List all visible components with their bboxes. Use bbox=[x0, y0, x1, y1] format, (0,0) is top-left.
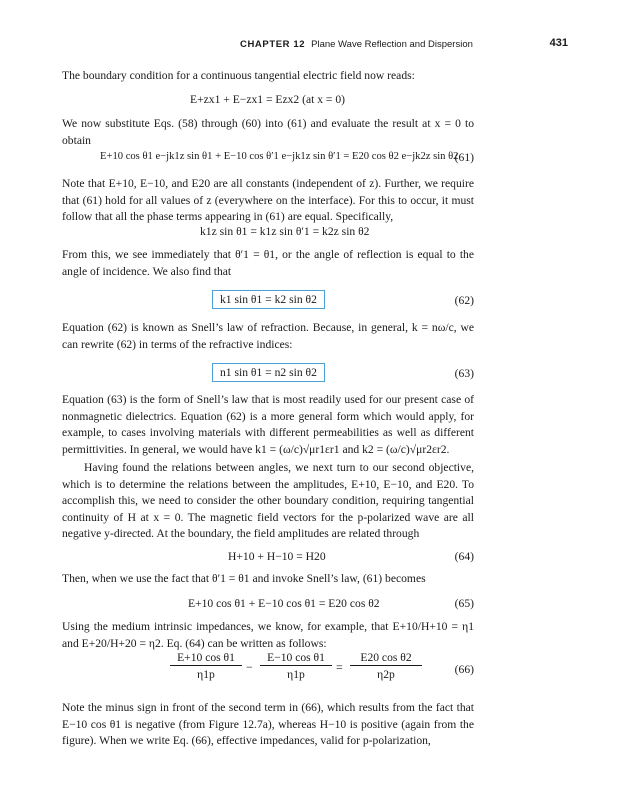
running-header bbox=[60, 37, 568, 53]
paragraph-7: Having found the relations between angles, we next turn to our second objective, which is to determine the relations between the amplitudes, E+10, E−10, and E20. To accomplish this, we need to consider the other boundary condition, requiring tangential continuity of H at x = 0. The magnetic field vectors for the p-polarized wave are all negative y-directed. At the boundary, the field amplitudes are related through bbox=[62, 461, 474, 541]
equation-66 bbox=[170, 651, 430, 691]
equation-65: E+10 cos θ1 + E−10 cos θ1 = E20 cos θ2 bbox=[188, 597, 380, 610]
eq66-term-2 bbox=[260, 651, 332, 681]
chapter-label: CHAPTER 12 bbox=[240, 39, 306, 50]
eq66-term-1-numerator: E+10 cos θ1 bbox=[170, 651, 242, 666]
eq66-term-2-denominator: η1p bbox=[287, 668, 305, 681]
paragraph-4: From this, we see immediately that θ′1 = θ1, or the angle of reflection is equal to the angle of incidence. We also find that bbox=[62, 248, 474, 278]
paragraph-2: We now substitute Eqs. (58) through (60) into (61) and evaluate the result at x = 0 to obtain bbox=[62, 117, 474, 147]
equation-phase-terms: k1z sin θ1 = k1z sin θ′1 = k2z sin θ2 bbox=[200, 225, 370, 238]
equation-62-box: k1 sin θ1 = k2 sin θ2 bbox=[212, 290, 325, 309]
eq66-minus: − bbox=[246, 660, 253, 674]
equation-number-65: (65) bbox=[454, 597, 474, 610]
equation-number-66: (66) bbox=[454, 663, 474, 676]
paragraph-1: The boundary condition for a continuous tangential electric field now reads: bbox=[62, 69, 415, 82]
equation-number-61: (61) bbox=[454, 151, 474, 164]
paragraph-10: Note the minus sign in front of the second term in (66), which results from the fact that E−10 cos θ1 is negative (from Figure 12.7a), whereas H−10 is positive (again from the figure). When we write Eq. (66), effective impedances, valid for p-polarization, bbox=[62, 701, 474, 748]
eq66-term-1-denominator: η1p bbox=[197, 668, 215, 681]
page-number: 431 bbox=[549, 37, 568, 49]
equation-64: H+10 + H−10 = H20 bbox=[228, 550, 326, 563]
chapter-title: Plane Wave Reflection and Dispersion bbox=[311, 39, 473, 50]
equation-63-box: n1 sin θ1 = n2 sin θ2 bbox=[212, 363, 325, 382]
eq66-equals: = bbox=[336, 660, 343, 674]
equation-number-62: (62) bbox=[454, 294, 474, 307]
paragraph-6: Equation (63) is the form of Snell’s law that is most readily used for our present case of nonmagnetic dielectrics. Equation (62) is a more general form which would apply, for example, to cases involving materials with different permeabilities as well as different permittivities. In general, we would have k1 = (ω/c)√μr1εr1 and k2 = (ω/c)√μr2εr2. bbox=[62, 393, 474, 456]
eq66-term-3-denominator: η2p bbox=[377, 668, 395, 681]
paragraph-9: Using the medium intrinsic impedances, we know, for example, that E+10/H+10 = η1 and E+20/H+20 = η2. Eq. (64) can be written as follows: bbox=[62, 620, 474, 650]
chapter-heading bbox=[240, 39, 473, 50]
eq66-term-1 bbox=[170, 651, 242, 681]
paragraph-8: Then, when we use the fact that θ′1 = θ1 and invoke Snell’s law, (61) becomes bbox=[62, 572, 426, 585]
paragraph-5: Equation (62) is known as Snell’s law of refraction. Because, in general, k = nω/c, we can rewrite (62) in terms of the refractive indices: bbox=[62, 321, 474, 351]
eq66-term-2-numerator: E−10 cos θ1 bbox=[260, 651, 332, 666]
paragraph-3: Note that E+10, E−10, and E20 are all constants (independent of z). Further, we require that (61) hold for all values of z (everywhere on the interface). For this to occur, it must follow that all the phase terms appearing in (61) are equal. Specifically, bbox=[62, 177, 474, 224]
eq66-term-3 bbox=[350, 651, 422, 681]
equation-boundary-condition: E+zx1 + E−zx1 = Ezx2 (at x = 0) bbox=[190, 93, 346, 106]
equation-61: E+10 cos θ1 e−jk1z sin θ1 + E−10 cos θ′1 e−jk1z sin θ′1 = E20 cos θ2 e−jk2z sin θ2 bbox=[100, 151, 459, 162]
eq66-term-3-numerator: E20 cos θ2 bbox=[350, 651, 422, 666]
equation-number-63: (63) bbox=[454, 367, 474, 380]
equation-number-64: (64) bbox=[454, 550, 474, 563]
